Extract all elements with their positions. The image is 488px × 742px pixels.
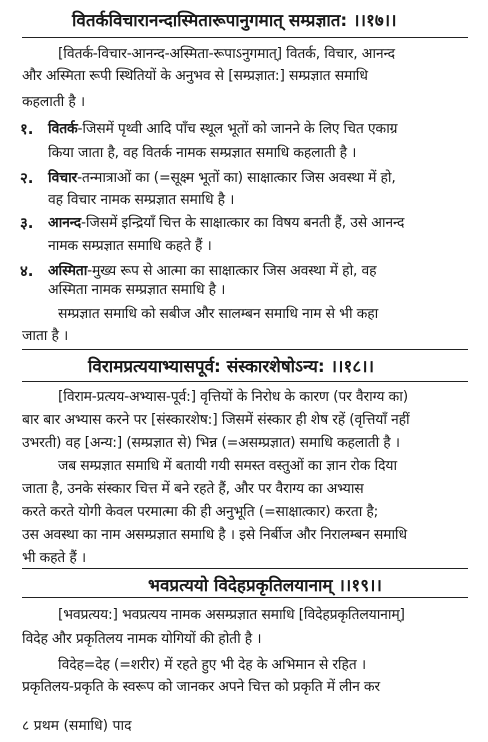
sutra-18-line-2: बार बार अभ्यास करने पर [संस्कारशेष:] जिसमें संस्कार ही शेष रहें (वृत्तियाँ नहीं xyxy=(22,412,410,428)
item-1-number: १. xyxy=(20,120,34,138)
sutra-18-line-8: भी कहते हैं । xyxy=(22,550,86,566)
item-3-line-2: नामक सम्प्रज्ञात समाधि कहते हैं । xyxy=(48,238,212,254)
sutra-18-line-1: [विराम-प्रत्यय-अभ्यास-पूर्व:] वृत्तियों के निरोध के कारण (पर वैराग्य का) xyxy=(58,389,408,405)
item-3-line-1 xyxy=(48,213,404,232)
sutra-19-title: भवप्रत्ययो विदेहप्रकृतिलयानाम् ।।१९।। xyxy=(148,576,382,596)
sutra-18-rule xyxy=(22,381,468,382)
sutra-18-line-5: जाता है, उनके संस्कार चित्त में बने रहते हैं, और पर वैराग्य का अभ्यास xyxy=(22,481,364,497)
sutra-19-line-2: विदेह और प्रकृतिलय नामक योगियों की होती है । xyxy=(22,631,262,647)
sutra-19-line-4: प्रकृतिलय-प्रकृति के स्वरूप को जानकर अपने चित्त को प्रकृति में लीन कर xyxy=(22,679,380,695)
sutra-17-text-line-3: कहलाती है । xyxy=(22,94,85,110)
sutra-18-line-7: उस अवस्था का नाम असम्प्रज्ञात समाधि है । इसे निर्बीज और निरालम्बन समाधि xyxy=(22,527,407,543)
sutra-17-title: वितर्कविचारानन्दास्मितारूपानुगमात् सम्प्रज्ञात: ।।१७।। xyxy=(72,11,397,31)
sutra-17-closing-line-2: जाता है । xyxy=(22,328,69,344)
sutra-17-text-line-1: [वितर्क-विचार-आनन्द-अस्मिता-रूपाऽनुगमात्] वितर्क, विचार, आनन्द xyxy=(58,46,395,62)
item-2-desc: -तन्मात्राओं का (=सूक्ष्म भूतों का) साक्षात्कार जिस अवस्था में हो, xyxy=(77,170,396,186)
item-4-term: अस्मिता xyxy=(48,263,88,279)
item-4-line-1 xyxy=(48,261,376,280)
page-footer: ८ प्रथम (समाधि) पाद xyxy=(22,718,132,734)
item-2-term: विचार xyxy=(48,170,78,186)
item-3-desc: -जिसमें इन्द्रियाँ चित्त के साक्षात्कार का विषय बनती हैं, उसे आनन्द xyxy=(81,215,405,231)
sutra-18-title: विरामप्रत्ययाभ्यासपूर्व: संस्कारशेषोऽन्य: ।।१८।। xyxy=(88,357,375,377)
item-2-line-2: वह विचार नामक सम्प्रज्ञात समाधि है । xyxy=(48,192,235,208)
sutra-18-line-3: उभरती) वह [अन्य:] (सम्प्रज्ञात से) भिन्न (=असम्प्रज्ञात) समाधि कहलाती है । xyxy=(22,435,400,451)
sutra-17-rule xyxy=(22,37,468,38)
item-3-term: आनन्द xyxy=(48,215,82,231)
sutra-19-top-rule xyxy=(22,568,468,569)
sutra-19-line-1: [भवप्रत्यय:] भवप्रत्यय नामक असम्प्रज्ञात समाधि [विदेहप्रकृतिलयानाम्] xyxy=(58,607,405,623)
sutra-17-text-line-2: और अस्मिता रूपी स्थितियों के अनुभव से [सम्प्रज्ञात:] सम्प्रज्ञात समाधि xyxy=(22,68,368,84)
item-1-desc: -जिसमें पृथ्वी आदि पाँच स्थूल भूतों को जानने के लिए चित एकाग्र xyxy=(77,121,398,137)
item-4-number: ४. xyxy=(20,262,34,280)
sutra-19-line-3: विदेह=देह (=शरीर) में रहते हुए भी देह के अभिमान से रहित । xyxy=(58,657,366,673)
item-2-number: २. xyxy=(20,169,34,187)
item-1-line-2: किया जाता है, वह वितर्क नामक सम्प्रज्ञात समाधि कहलाती है । xyxy=(48,145,357,161)
item-1-line-1 xyxy=(48,119,397,138)
sutra-18-top-rule xyxy=(22,349,468,350)
sutra-19-rule xyxy=(22,597,468,598)
item-3-number: ३. xyxy=(20,214,34,232)
item-1-term: वितर्क xyxy=(48,121,78,137)
item-4-line-2: अस्मिता नामक सम्प्रज्ञात समाधि है । xyxy=(48,282,226,298)
sutra-18-line-6: करते करते योगी केवल परमात्मा की ही अनुभूति (=साक्षात्कार) करता है; xyxy=(22,504,379,520)
item-4-desc: -मुख्य रूप से आत्मा का साक्षात्कार जिस अवस्था में हो, वह xyxy=(87,263,377,279)
sutra-17-closing-line-1: सम्प्रज्ञात समाधि को सबीज और सालम्बन समाधि नाम से भी कहा xyxy=(58,306,379,322)
sutra-18-line-4: जब सम्प्रज्ञात समाधि में बतायी गयी समस्त वस्तुओं का ज्ञान रोक दिया xyxy=(58,458,397,474)
item-2-line-1 xyxy=(48,168,396,187)
